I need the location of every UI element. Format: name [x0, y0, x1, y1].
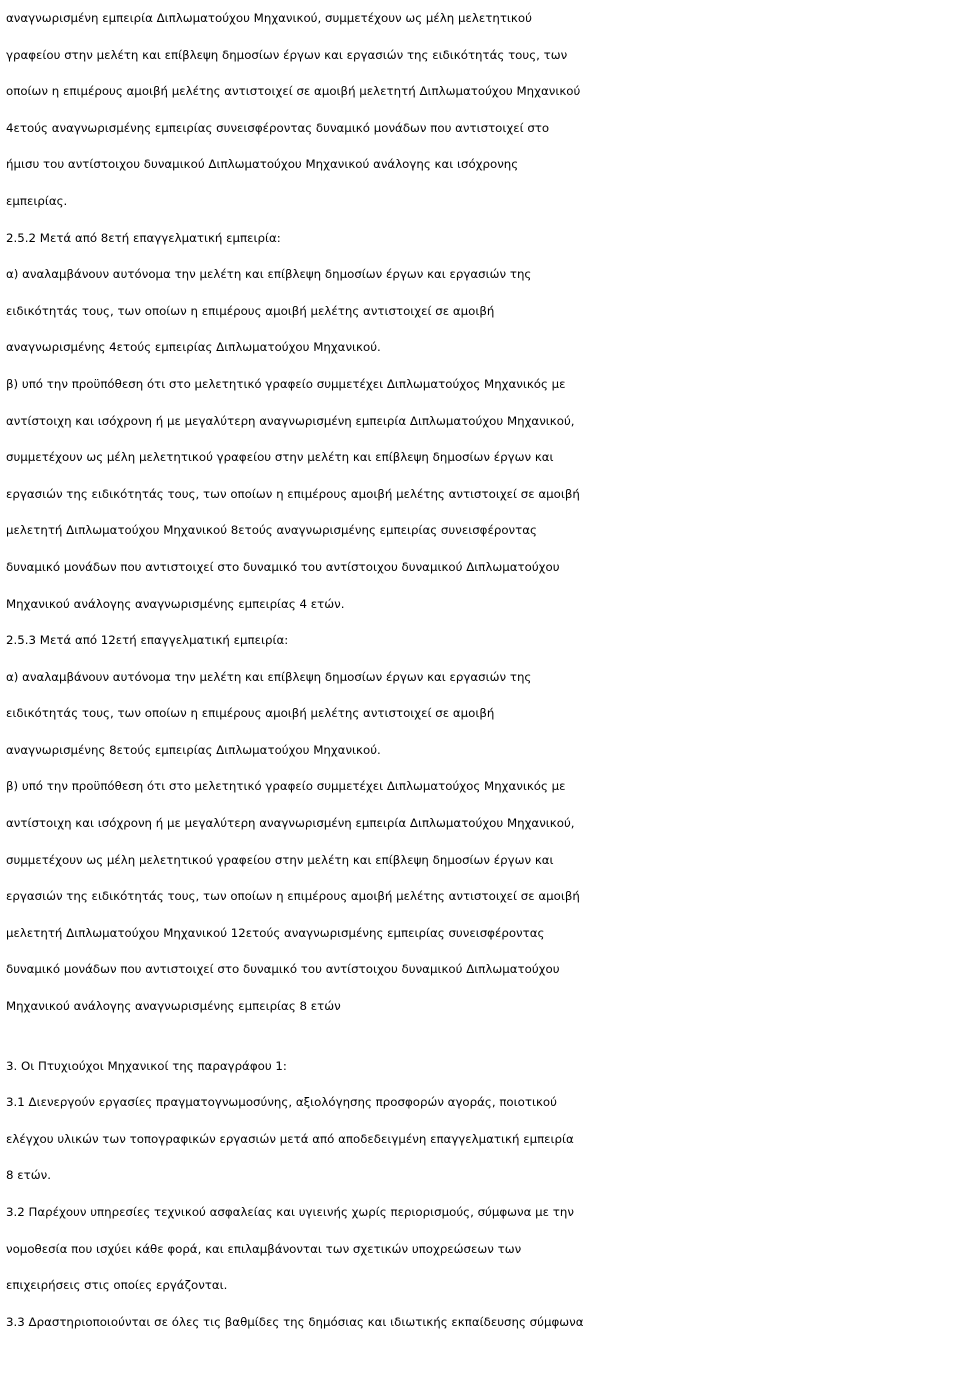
text-line: 3.3 Δραστηριοποιούνται σε όλες τις βαθμίδες της δημόσιας και ιδιωτικής εκπαίδευσης σύμφωνα — [6, 1314, 584, 1329]
text-line: αντίστοιχη και ισόχρονη ή με μεγαλύτερη αναγνωρισμένη εμπειρία Διπλωματούχου Μηχανικού, — [6, 816, 575, 831]
text-line: μελετητή Διπλωματούχου Μηχανικού 12ετούς αναγνωρισμένης εμπειρίας συνεισφέροντας — [6, 925, 545, 940]
text-line: Μηχανικού ανάλογης αναγνωρισμένης εμπειρίας 8 ετών — [6, 999, 341, 1014]
text-line: εμπειρίας. — [6, 193, 68, 208]
text-line: 2.5.2 Μετά από 8ετή επαγγελματική εμπειρία: — [6, 230, 281, 245]
text-line: δυναμικό μονάδων που αντιστοιχεί στο δυναμικό του αντίστοιχου δυναμικού Διπλωματούχου — [6, 962, 560, 977]
text-line: β) υπό την προϋπόθεση ότι στο μελετητικό γραφείο συμμετέχει Διπλωματούχος Μηχανικός με — [6, 376, 566, 391]
text-line: 3. Οι Πτυχιούχοι Μηχανικοί της παραγράφου 1: — [6, 1058, 287, 1073]
text-line: α) αναλαμβάνουν αυτόνομα την μελέτη και επίβλεψη δημοσίων έργων και εργασιών της — [6, 267, 532, 282]
text-line: ήμισυ του αντίστοιχου δυναμικού Διπλωματούχου Μηχανικού ανάλογης και ισόχρονης — [6, 157, 519, 172]
text-line: ελέγχου υλικών των τοπογραφικών εργασιών μετά από αποδεδειγμένη επαγγελματική εμπειρία — [6, 1131, 574, 1146]
text-line: συμμετέχουν ως μέλη μελετητικού γραφείου στην μελέτη και επίβλεψη δημοσίων έργων και — [6, 852, 554, 867]
text-line: Μηχανικού ανάλογης αναγνωρισμένης εμπειρίας 4 ετών. — [6, 596, 345, 611]
text-line: 2.5.3 Μετά από 12ετή επαγγελματική εμπειρία: — [6, 633, 289, 648]
document-text-block-1 — [6, 0, 956, 1025]
document-text-block-2 — [6, 1048, 956, 1341]
text-line: αναγνωρισμένης 4ετούς εμπειρίας Διπλωματούχου Μηχανικού. — [6, 340, 381, 355]
text-line: μελετητή Διπλωματούχου Μηχανικού 8ετούς αναγνωρισμένης εμπειρίας συνεισφέροντας — [6, 523, 537, 538]
text-line: εργασιών της ειδικότητάς τους, των οποίων η επιμέρους αμοιβή μελέτης αντιστοιχεί σε αμοιβή — [6, 889, 580, 904]
document-page — [6, 0, 956, 1340]
text-line: 3.2 Παρέχουν υπηρεσίες τεχνικού ασφαλείας και υγιεινής χωρίς περιορισμούς, σύμφωνα με την — [6, 1205, 574, 1219]
text-line: αναγνωρισμένη εμπειρία Διπλωματούχου Μηχανικού, συμμετέχουν ως μέλη μελετητικού — [6, 11, 532, 25]
text-line: οποίων η επιμέρους αμοιβή μελέτης αντιστοιχεί σε αμοιβή μελετητή Διπλωματούχου Μηχανικού — [6, 84, 581, 99]
text-line: 4ετούς αναγνωρισμένης εμπειρίας συνεισφέροντας δυναμικό μονάδων που αντιστοιχεί στο — [6, 120, 550, 135]
text-line: β) υπό την προϋπόθεση ότι στο μελετητικό γραφείο συμμετέχει Διπλωματούχος Μηχανικός με — [6, 779, 566, 794]
text-line: εργασιών της ειδικότητάς τους, των οποίων η επιμέρους αμοιβή μελέτης αντιστοιχεί σε αμοιβή — [6, 486, 580, 501]
text-line: ειδικότητάς τους, των οποίων η επιμέρους αμοιβή μελέτης αντιστοιχεί σε αμοιβή — [6, 706, 495, 721]
text-line: αντίστοιχη και ισόχρονη ή με μεγαλύτερη αναγνωρισμένη εμπειρία Διπλωματούχου Μηχανικού, — [6, 413, 575, 428]
text-line: επιχειρήσεις στις οποίες εργάζονται. — [6, 1278, 228, 1293]
paragraph-gap — [6, 1025, 956, 1048]
text-line: δυναμικό μονάδων που αντιστοιχεί στο δυναμικό του αντίστοιχου δυναμικού Διπλωματούχου — [6, 559, 560, 574]
text-line: 3.1 Διενεργούν εργασίες πραγματογνωμοσύνης, αξιολόγησης προσφορών αγοράς, ποιοτικού — [6, 1095, 557, 1110]
text-line: νομοθεσία που ισχύει κάθε φορά, και επιλαμβάνονται των σχετικών υποχρεώσεων των — [6, 1241, 522, 1256]
text-line: συμμετέχουν ως μέλη μελετητικού γραφείου στην μελέτη και επίβλεψη δημοσίων έργων και — [6, 450, 554, 465]
text-line: γραφείου στην μελέτη και επίβλεψη δημοσίων έργων και εργασιών της ειδικότητάς τους, των — [6, 47, 568, 62]
text-line: αναγνωρισμένης 8ετούς εμπειρίας Διπλωματούχου Μηχανικού. — [6, 742, 381, 757]
text-line: 8 ετών. — [6, 1168, 51, 1183]
text-line: α) αναλαμβάνουν αυτόνομα την μελέτη και επίβλεψη δημοσίων έργων και εργασιών της — [6, 669, 532, 684]
text-line: ειδικότητάς τους, των οποίων η επιμέρους αμοιβή μελέτης αντιστοιχεί σε αμοιβή — [6, 303, 495, 318]
